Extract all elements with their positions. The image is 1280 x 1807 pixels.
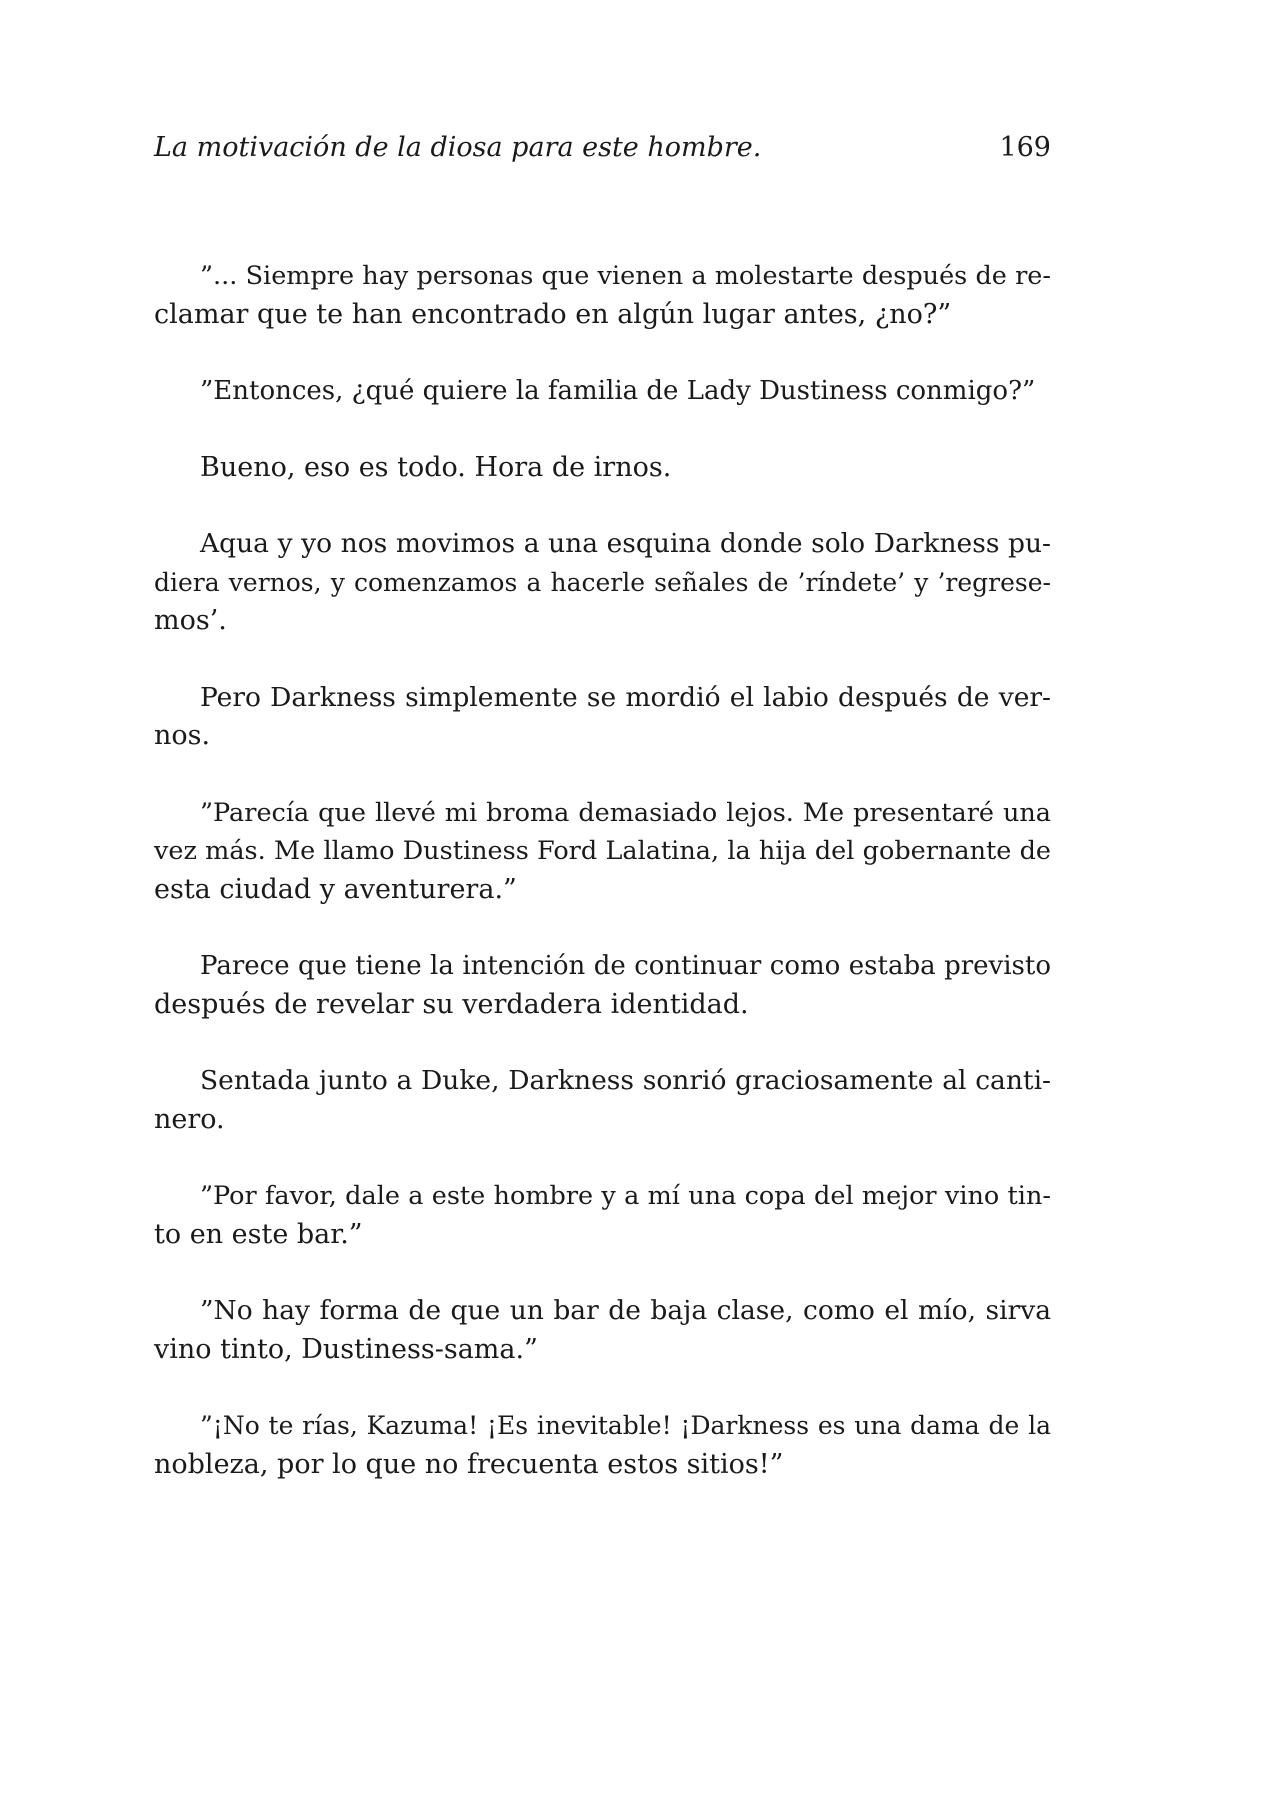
paragraph (154, 372, 1051, 411)
text-line: Parece que tiene la intención de continuar como estaba previsto (200, 951, 1051, 981)
text-line: vez más. Me llamo Dustiness Ford Lalatina, la hija del gobernante de (154, 836, 1051, 866)
text-line: después de revelar su verdadera identidad. (154, 988, 749, 1020)
paragraph (154, 679, 1051, 756)
paragraph (154, 1292, 1051, 1369)
text-line: nobleza, por lo que no frecuenta estos sitios!” (154, 1448, 784, 1480)
text-line: mos’. (154, 605, 227, 636)
text-line: vino tinto, Dustiness-sama.” (154, 1333, 538, 1365)
text-line: Bueno, eso es todo. Hora de irnos. (200, 451, 672, 483)
paragraph (154, 947, 1051, 1024)
text-line: Pero Darkness simplemente se mordió el labio después de ver- (200, 681, 1051, 713)
paragraph (154, 257, 1051, 334)
text-line: ”... Siempre hay personas que vienen a molestarte después de re- (200, 261, 1051, 291)
text-line: clamar que te han encontrado en algún lugar antes, ¿no?” (154, 298, 952, 330)
paragraph (154, 1407, 1051, 1484)
paragraph (154, 794, 1051, 910)
text-line: ”No hay forma de que un bar de baja clase, como el mío, sirva (200, 1295, 1051, 1326)
text-line: diera vernos, y comenzamos a hacerle señales de ’ríndete’ y ’regrese- (154, 567, 1051, 597)
text-line: Aqua y yo nos movimos a una esquina donde solo Darkness pu- (200, 528, 1051, 559)
text-line: to en este bar.” (154, 1218, 363, 1250)
paragraph (154, 449, 1051, 488)
page-number: 169 (999, 132, 1051, 163)
text-line: Sentada junto a Duke, Darkness sonrió graciosamente al canti- (200, 1065, 1051, 1096)
text-line: ”Por favor, dale a este hombre y a mí una copa del mejor vino tin- (200, 1181, 1051, 1211)
paragraph (154, 525, 1051, 641)
text-line: esta ciudad y aventurera.” (154, 873, 517, 905)
paragraph (154, 1177, 1051, 1254)
text-line: ”Parecía que llevé mi broma demasiado lejos. Me presentaré una (200, 797, 1051, 828)
text-line: ”¡No te rías, Kazuma! ¡Es inevitable! ¡Darkness es una dama de la (200, 1411, 1051, 1440)
paragraph (154, 1062, 1051, 1139)
text-line: nos. (154, 720, 211, 751)
body-text (154, 257, 1051, 1522)
running-header (154, 128, 1051, 168)
chapter-title: La motivación de la diosa para este hombre. (154, 132, 762, 163)
text-line: ”Entonces, ¿qué quiere la familia de Lady Dustiness conmigo?” (200, 376, 1036, 406)
text-line: nero. (154, 1103, 225, 1135)
